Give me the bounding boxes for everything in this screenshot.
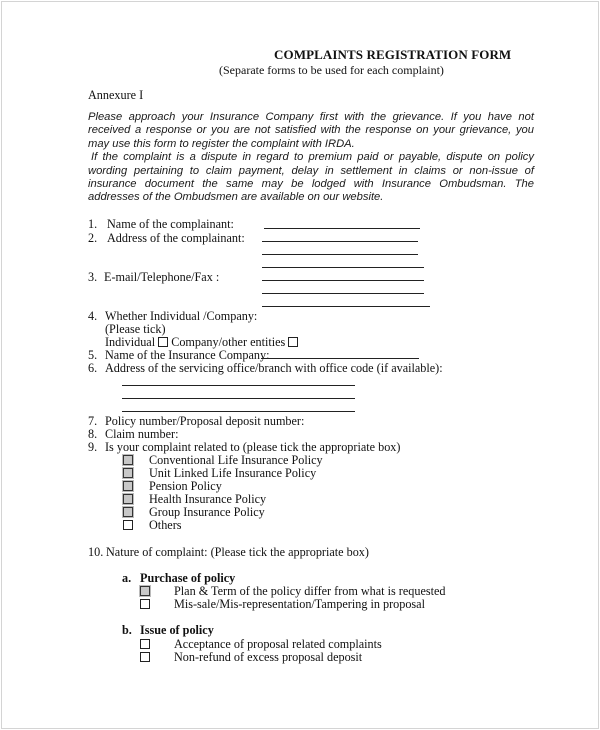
q9-label: Is your complaint related to (please tick the appropriate box) [105,440,401,454]
q10-label: Nature of complaint: (Please tick the appropriate box) [106,545,369,559]
option-label: Plan & Term of the policy differ from what is requested [174,584,446,598]
intro-text [88,111,534,205]
option-label: Unit Linked Life Insurance Policy [149,466,317,480]
q5-number: 5. [88,348,98,362]
complainant-address-field-2[interactable] [262,254,418,255]
checkbox-group[interactable] [123,507,133,517]
checkbox-pension[interactable] [123,481,133,491]
section-b-letter: b. [122,623,132,637]
q3-number: 3. [88,270,98,284]
option-label: Pension Policy [149,479,222,493]
office-address-field-3[interactable] [122,411,355,412]
section-a-heading: Purchase of policy [140,571,236,585]
q3-label: E-mail/Telephone/Fax : [104,270,220,284]
checkbox-plan-term-differ[interactable] [140,586,150,596]
checkbox-acceptance-proposal[interactable] [140,639,150,649]
option-label: Non-refund of excess proposal deposit [174,650,363,664]
q10b-option-row [140,650,363,665]
checkbox-health[interactable] [123,494,133,504]
complainant-address-field-1[interactable] [262,241,418,242]
q5-label: Name of the Insurance Company: [105,348,270,362]
q8-number: 8. [88,427,98,441]
q6-number: 6. [88,361,98,375]
q6-label: Address of the servicing office/branch with office code (if available): [105,361,443,375]
option-label: Conventional Life Insurance Policy [149,453,323,467]
q8-label: Claim number: [105,427,179,441]
option-label: Group Insurance Policy [149,505,265,519]
q9-option-row [123,518,182,533]
intro-paragraph-2: If the complaint is a dispute in regard to premium paid or payable, dispute on policy wording pertaining to claim payment, delay in settlement in claims or non-issue of insurance document the same may be lodged with Insurance Ombudsman. The addresses of the Ombudsmen are available on our website. [88,151,534,204]
option-label: Health Insurance Policy [149,492,267,506]
q9-number: 9. [88,440,98,454]
checkbox-non-refund[interactable] [140,652,150,662]
individual-checkbox[interactable] [158,337,168,347]
contact-field-1[interactable] [262,280,424,281]
option-label: Mis-sale/Mis-representation/Tampering in proposal [174,597,425,611]
q7-label: Policy number/Proposal deposit number: [105,414,305,428]
contact-field-2[interactable] [262,293,424,294]
option-label: Acceptance of proposal related complaints [174,637,382,651]
checkbox-unit-linked[interactable] [123,468,133,478]
q7-number: 7. [88,414,98,428]
q2-number: 2. [88,231,98,245]
q2-label: Address of the complainant: [107,231,245,245]
company-checkbox[interactable] [288,337,298,347]
form-subtitle: (Separate forms to be used for each complaint) [219,63,444,77]
checkbox-others[interactable] [123,520,133,530]
office-address-field-2[interactable] [122,398,355,399]
checkbox-conventional-life[interactable] [123,455,133,465]
form-title: COMPLAINTS REGISTRATION FORM [274,47,512,62]
intro-paragraph-1: Please approach your Insurance Company first with the grievance. If you have not received a response or you are not satisfied with the response on your grievance, you may use this form to register the complaint with IRDA. [88,111,534,150]
office-address-field-1[interactable] [122,385,355,386]
q10-number: 10. [88,545,104,559]
q4-number: 4. [88,309,98,323]
complainant-name-field[interactable] [264,228,420,229]
section-b-heading: Issue of policy [140,623,214,637]
q1-label: Name of the complainant: [107,217,234,231]
q1-number: 1. [88,217,98,231]
complainant-address-field-3[interactable] [262,267,424,268]
q10a-option-row [140,597,425,612]
contact-field-3[interactable] [262,306,430,307]
option-label: Others [149,518,182,532]
insurance-company-field[interactable] [261,358,419,359]
annexure-label: Annexure I [88,88,144,102]
company-label: Company/other entities [171,335,286,349]
q4-hint: (Please tick) [105,322,166,336]
checkbox-mis-sale[interactable] [140,599,150,609]
section-a-letter: a. [122,571,132,585]
q4-label: Whether Individual /Company: [105,309,258,323]
individual-label: Individual [105,335,156,349]
page [1,1,599,729]
